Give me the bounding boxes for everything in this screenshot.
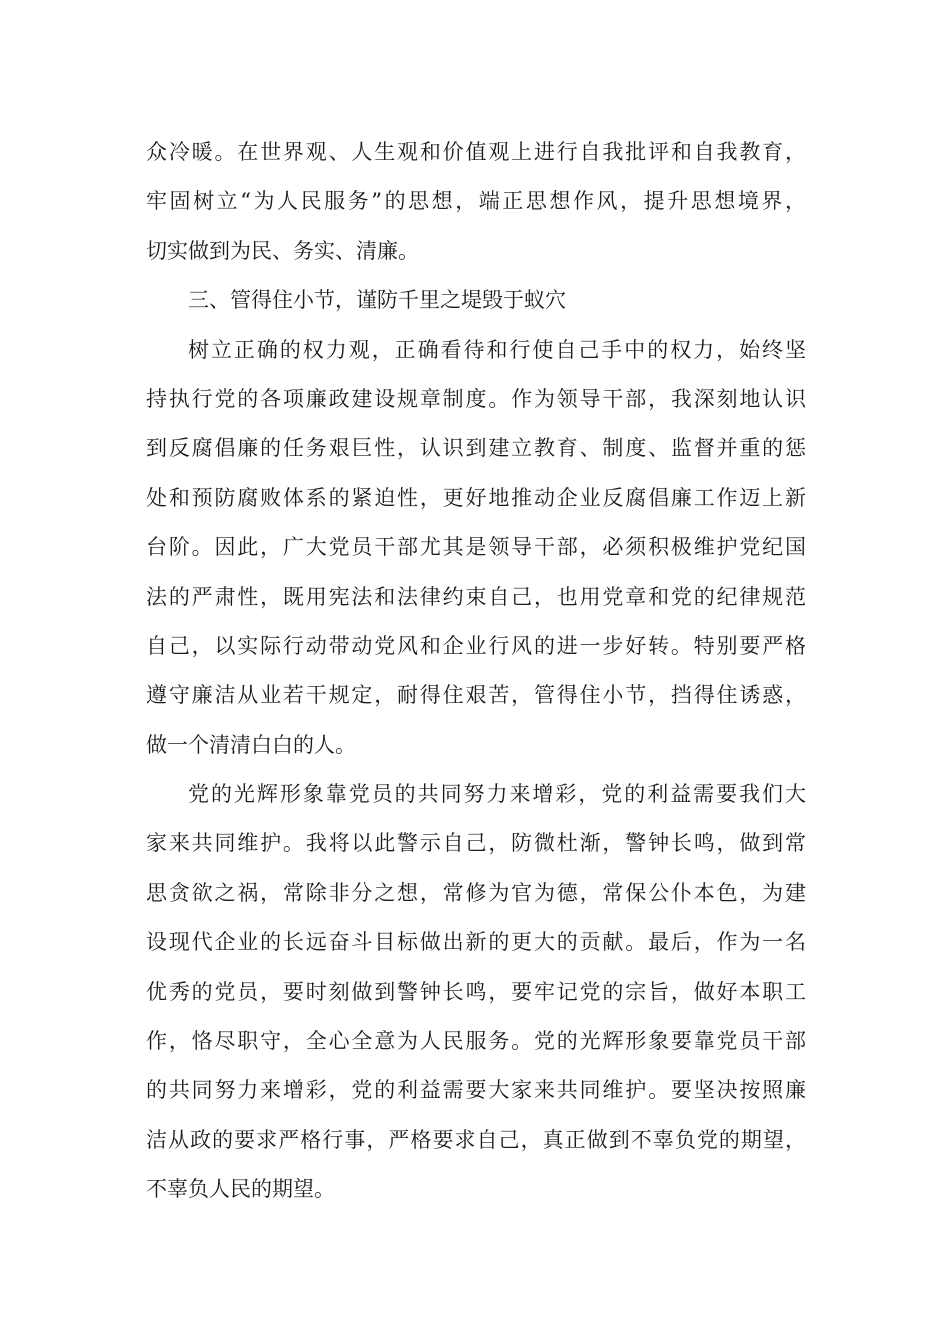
- text-line: 的共同努力来增彩，党的利益需要大家来共同维护。要坚决按照廉: [146, 1078, 806, 1103]
- text-line: 切实做到为民、务实、清廉。: [146, 238, 419, 263]
- text-line: 遵守廉洁从业若干规定，耐得住艰苦，管得住小节，挡得住诱惑，: [146, 683, 806, 708]
- text-line: 自己，以实际行动带动党风和企业行风的进一步好转。特别要严格: [146, 633, 806, 658]
- text-line: 作，恪尽职守，全心全意为人民服务。党的光辉形象要靠党员干部: [146, 1029, 806, 1054]
- text-line: 洁从政的要求严格行事，严格要求自己，真正做到不辜负党的期望，: [146, 1127, 806, 1152]
- text-line: 法的严肃性，既用宪法和法律约束自己，也用党章和党的纪律规范: [146, 584, 806, 609]
- text-line: 台阶。因此，广大党员干部尤其是领导干部，必须积极维护党纪国: [146, 535, 806, 560]
- text-line: 不辜负人民的期望。: [146, 1177, 335, 1202]
- text-line: 处和预防腐败体系的紧迫性，更好地推动企业反腐倡廉工作迈上新: [146, 485, 806, 510]
- document-body: [146, 128, 806, 1215]
- section-heading: 三、管得住小节，谨防千里之堤毁于蚁穴: [188, 288, 566, 313]
- text-line: 思贪欲之祸，常除非分之想，常修为官为德，常保公仆本色，为建: [146, 880, 806, 905]
- text-line: 党的光辉形象靠党员的共同努力来增彩，党的利益需要我们大: [188, 782, 806, 807]
- text-line: 树立正确的权力观，正确看待和行使自己手中的权力，始终坚: [188, 337, 806, 362]
- text-line: 优秀的党员，要时刻做到警钟长鸣，要牢记党的宗旨，做好本职工: [146, 979, 806, 1004]
- text-line: 持执行党的各项廉政建设规章制度。作为领导干部，我深刻地认识: [146, 386, 806, 411]
- text-line: 做一个清清白白的人。: [146, 732, 356, 757]
- text-line: 众冷暖。在世界观、人生观和价值观上进行自我批评和自我教育，: [146, 140, 806, 164]
- text-line: 牢固树立“为人民服务”的思想，端正思想作风，提升思想境界，: [146, 189, 806, 214]
- text-line: 设现代企业的长远奋斗目标做出新的更大的贡献。最后，作为一名: [146, 930, 806, 955]
- text-line: 到反腐倡廉的任务艰巨性，认识到建立教育、制度、监督并重的惩: [146, 436, 806, 461]
- text-line: 家来共同维护。我将以此警示自己，防微杜渐，警钟长鸣，做到常: [146, 831, 806, 856]
